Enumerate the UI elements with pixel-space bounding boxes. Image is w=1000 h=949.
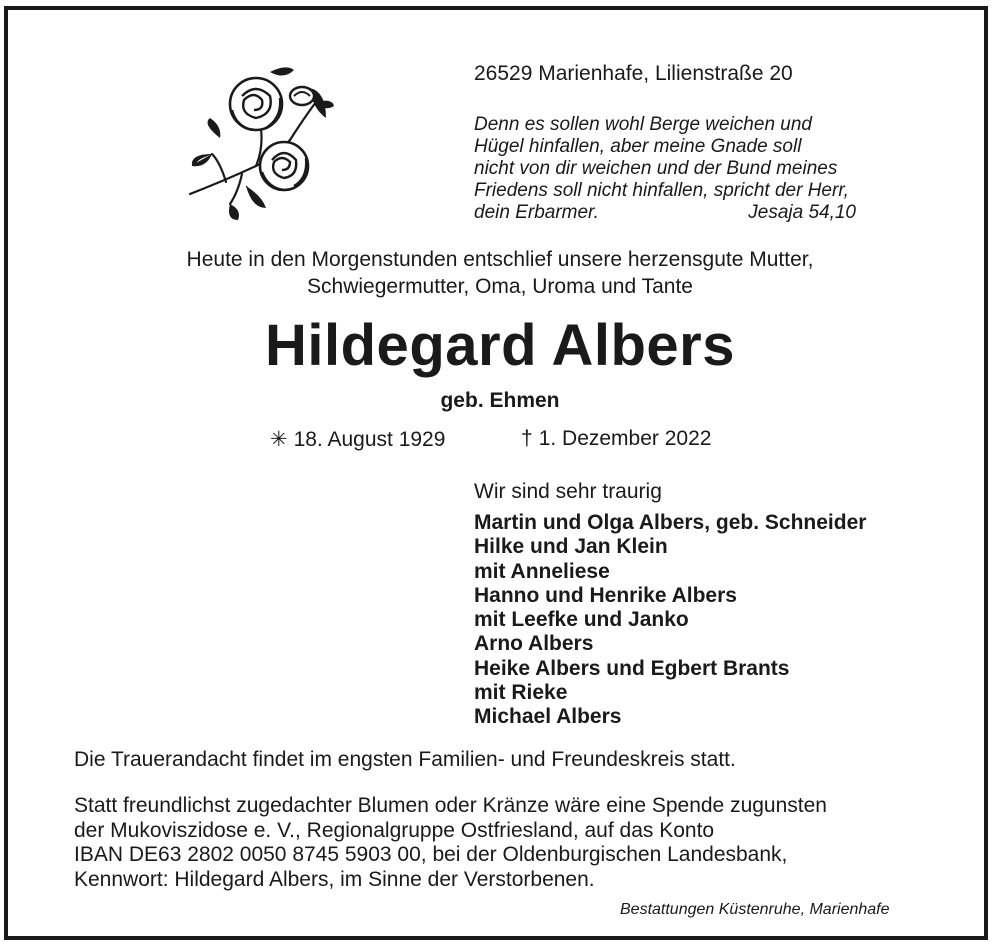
mourner-name: mit Rieke [474,681,568,705]
mourner-name: Hanno und Henrike Albers [474,583,737,607]
donation-line: Kennwort: Hildegard Albers, im Sinne der Verstorbenen. [74,867,595,891]
mourner-name: Arno Albers [474,632,594,656]
mourner-name: Martin und Olga Albers, geb. Schneider [474,511,867,534]
death-date: 1. Dezember 2022 [538,427,712,450]
announcement-line: Heute in den Morgenstunden entschlief unsere herzensgute Mutter, [186,248,814,271]
rose-bouquet-icon [186,62,338,222]
deceased-name: Hildegard Albers [265,313,735,378]
announcement-line: Schwiegermutter, Oma, Uroma und Tante [307,275,693,298]
birth-star-icon: ✳ [270,428,288,451]
donation-line: der Mukoviszidose e. V., Regionalgruppe Ostfriesland, auf das Konto [74,818,715,842]
donation-line: Statt freundlichst zugedachter Blumen oder Kränze wäre eine Spende zugunsten [74,794,827,817]
verse-reference: Jesaja 54,10 [748,202,856,223]
mourners-list [474,511,866,730]
mourner-name: Michael Albers [474,705,622,729]
birth-info [270,427,445,452]
address: 26529 Marienhafe, Lilienstraße 20 [474,62,793,85]
undertaker-credit: Bestattungen Küstenruhe, Marienhafe [620,901,890,918]
death-cross-icon: † [521,427,533,450]
mourner-name: Heike Albers und Egbert Brants [474,656,790,680]
death-info [521,427,711,451]
verse-last-line [474,202,856,224]
verse-line: Denn es sollen wohl Berge weichen und [474,114,812,135]
donation-note [74,794,827,892]
verse-line: Friedens soll nicht hinfallen, spricht der Herr, [474,180,849,201]
verse-line: dein Erbarmer. [474,202,599,223]
mourner-name: mit Leefke und Janko [474,608,689,632]
mourner-name: mit Anneliese [474,559,610,583]
mourners-intro: Wir sind sehr traurig [474,480,662,503]
mourner-name: Hilke und Jan Klein [474,535,668,559]
maiden-name: geb. Ehmen [440,389,560,412]
service-note: Die Trauerandacht findet im engsten Familien- und Freundeskreis statt. [74,748,736,771]
bible-verse [474,114,856,224]
verse-line: nicht von dir weichen und der Bund meines [474,158,838,179]
verse-line: Hügel hinfallen, aber meine Gnade soll [474,136,802,157]
birth-date: 18. August 1929 [293,428,446,451]
donation-line: IBAN DE63 2802 0050 8745 5903 00, bei der Oldenburgischen Landesbank, [74,843,788,866]
